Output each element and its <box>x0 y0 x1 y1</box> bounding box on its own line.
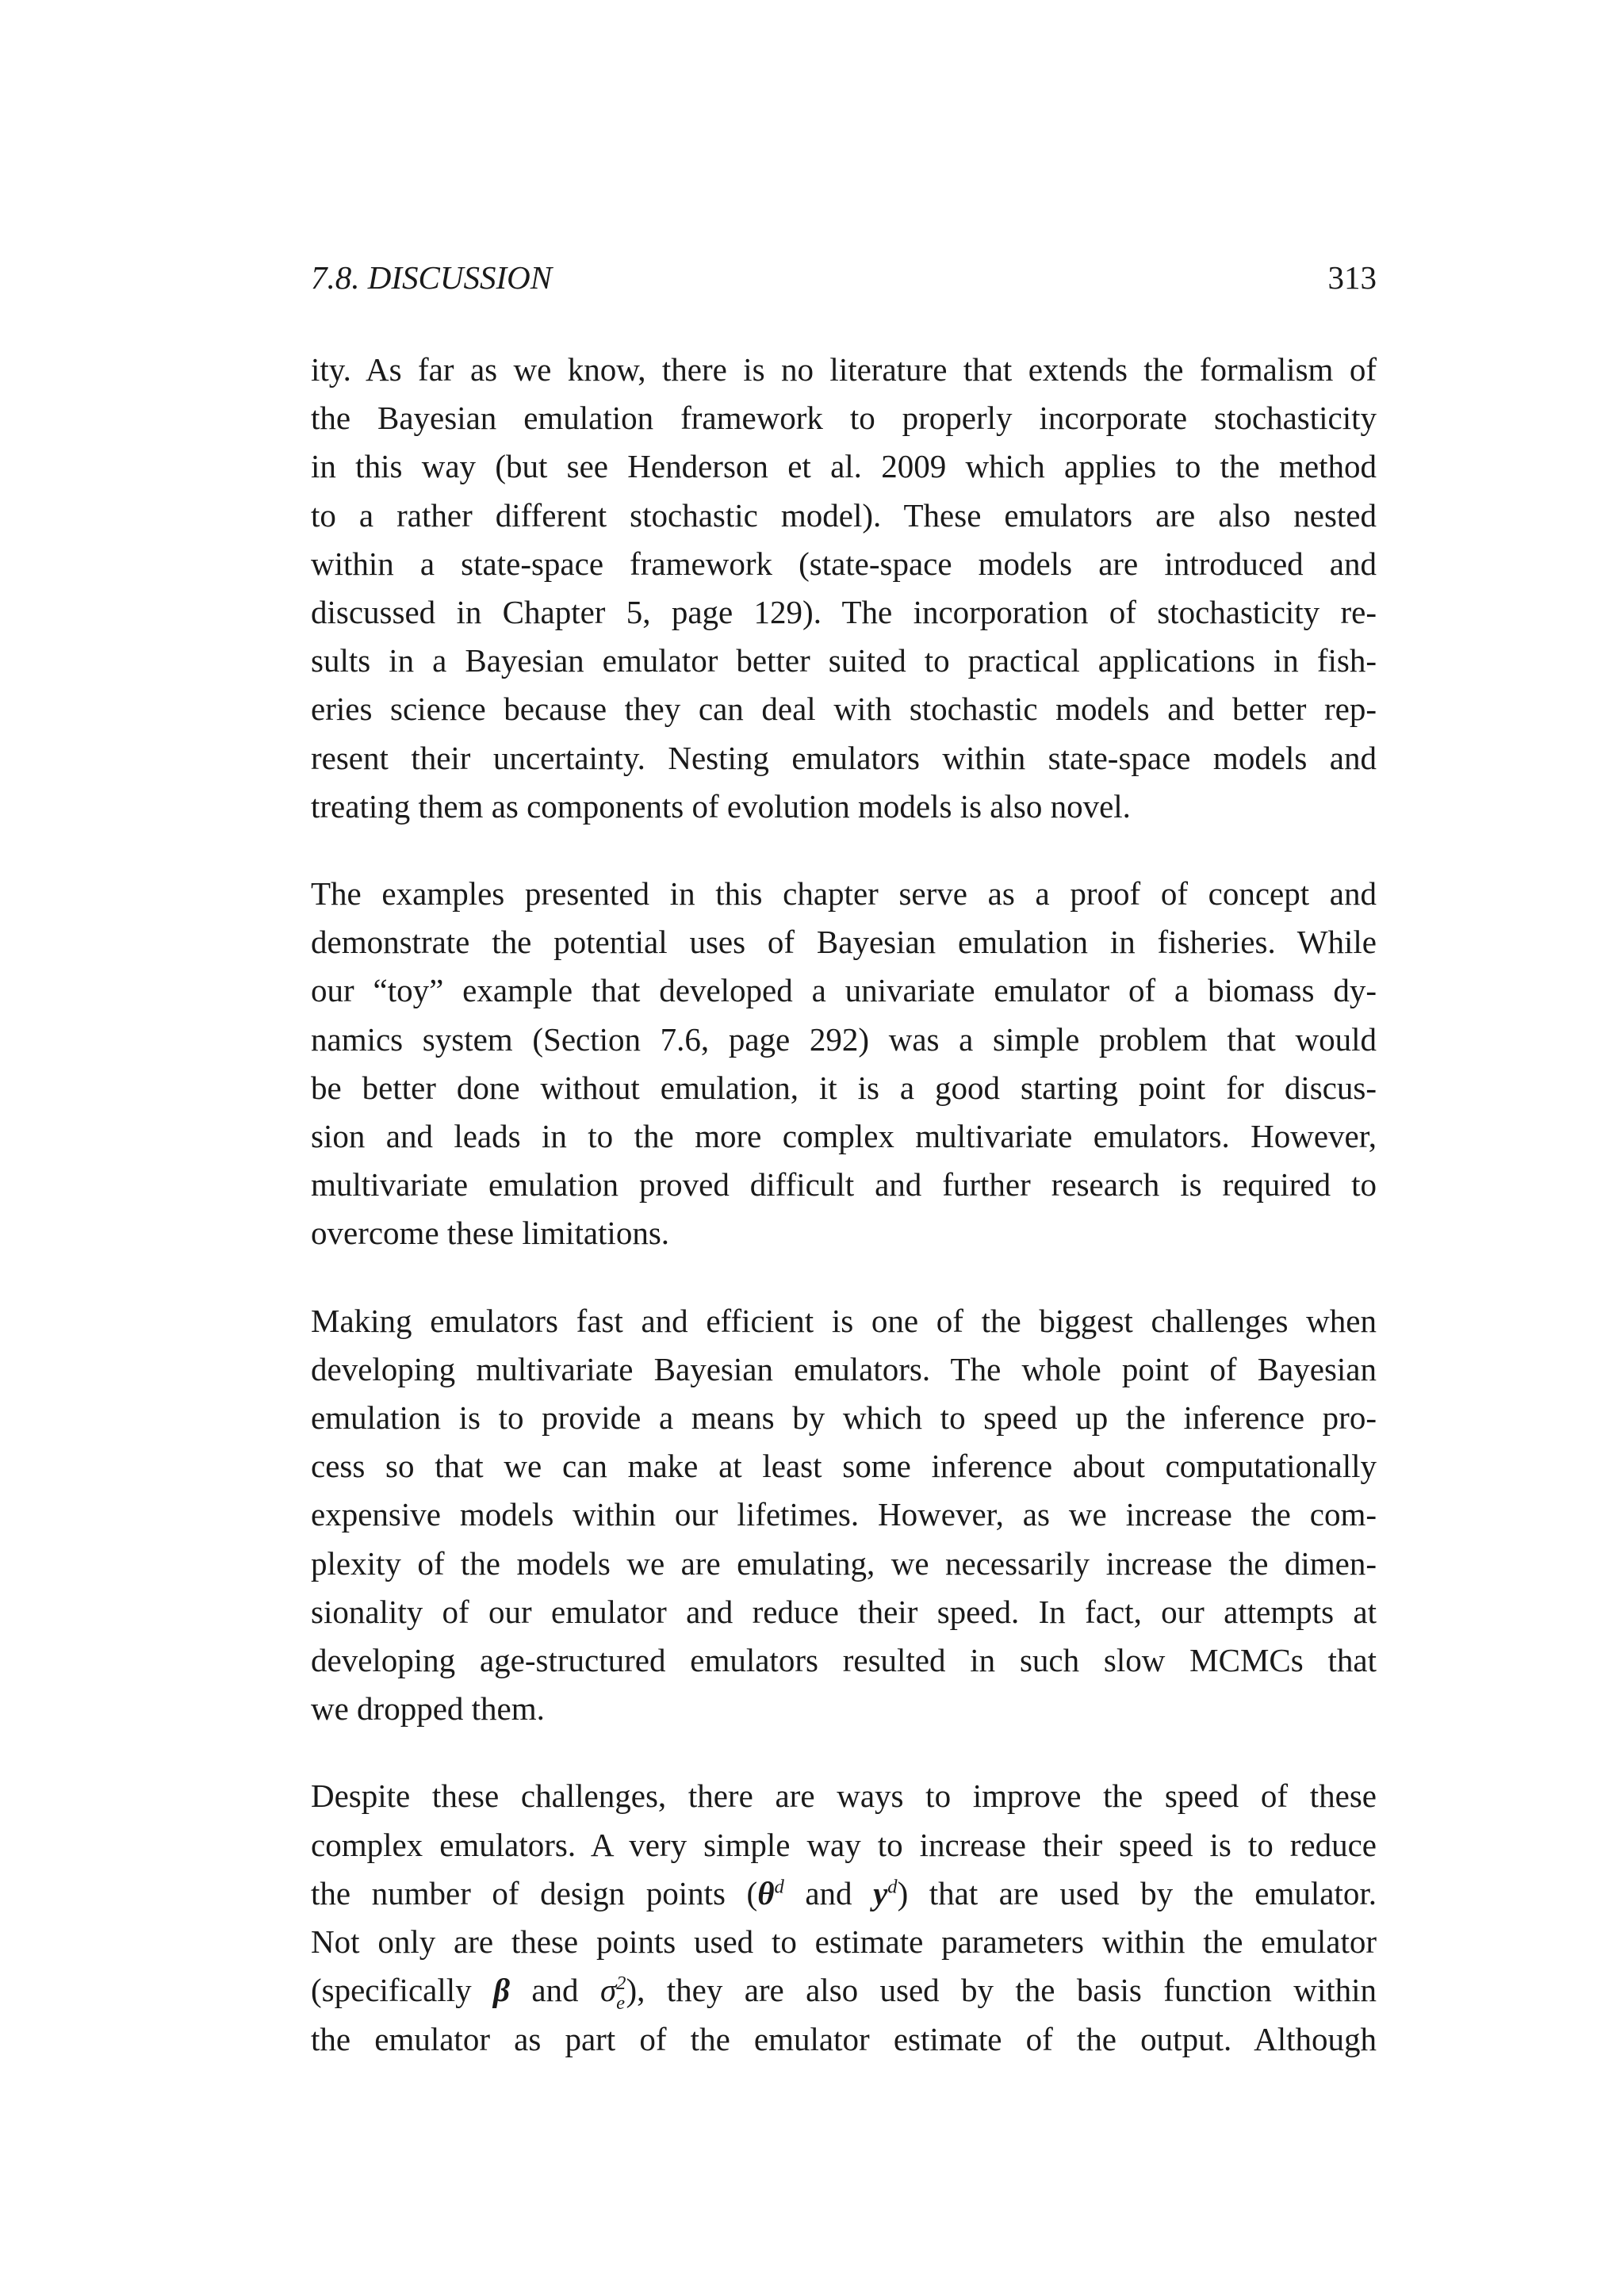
text-line: cess so that we can make at least some inference about computationally <box>311 1448 1377 1485</box>
running-header <box>311 254 1377 301</box>
text-line: developing age-structured emulators resulted in such slow MCMCs that <box>311 1642 1377 1679</box>
math-y: y <box>873 1874 888 1911</box>
math-superscript: d <box>887 1876 898 1898</box>
text-line: overcome these limitations. <box>311 1215 670 1252</box>
text-line: eries science because they can deal with stochastic models and better rep- <box>311 691 1377 728</box>
text-line: sionality of our emulator and reduce their speed. In fact, our attempts at <box>311 1593 1377 1630</box>
text-line: Not only are these points used to estimate parameters within the emulator <box>311 1923 1377 1961</box>
text-line: our “toy” example that developed a univariate emulator of a biomass dy- <box>311 972 1377 1009</box>
text-line: be better done without emulation, it is a good starting point for discus- <box>311 1069 1377 1106</box>
text-line: emulation is to provide a means by which to speed up the inference pro- <box>311 1399 1377 1437</box>
math-theta: θ <box>757 1874 775 1911</box>
page-number: 313 <box>1327 259 1377 296</box>
text-line-with-math <box>311 1966 1377 2015</box>
text-line: Despite these challenges, there are ways to improve the speed of these <box>311 1777 1377 1815</box>
math-beta: β <box>492 1972 510 2009</box>
text-line: within a state-space framework (state-space models are introduced and <box>311 545 1377 582</box>
paragraph-1 <box>311 346 1377 831</box>
text-line: in this way (but see Henderson et al. 2009 which applies to the method <box>311 448 1377 485</box>
text-line: namics system (Section 7.6, page 292) was a simple problem that would <box>311 1020 1377 1058</box>
page <box>311 254 1377 2103</box>
math-superscript: 2 <box>616 1973 626 1995</box>
text-fragment: and <box>783 1874 874 1911</box>
text-line: treating them as components of evolution models is also novel. <box>311 787 1131 825</box>
text-fragment: ) that are used by the emulator. <box>897 1874 1377 1911</box>
section-title: 7.8. DISCUSSION <box>311 259 553 296</box>
text-line: the Bayesian emulation framework to properly incorporate stochasticity <box>311 400 1377 437</box>
text-line: discussed in Chapter 5, page 129). The incorporation of stochasticity re- <box>311 594 1377 631</box>
text-line: The examples presented in this chapter serve as a proof of concept and <box>311 875 1377 913</box>
text-line: expensive models within our lifetimes. However, as we increase the com- <box>311 1496 1377 1533</box>
text-line: to a rather different stochastic model). These emulators are also nested <box>311 496 1377 534</box>
text-line: multivariate emulation proved difficult and further research is required to <box>311 1166 1377 1203</box>
math-superscript: d <box>774 1876 784 1898</box>
math-sigma: σ <box>599 1972 617 2009</box>
text-line: Making emulators fast and efficient is one of the biggest challenges when <box>311 1302 1377 1339</box>
text-line: the emulator as part of the emulator estimate of the output. Although <box>311 2020 1377 2057</box>
body-text <box>311 346 1377 2064</box>
text-line: sults in a Bayesian emulator better suited to practical applications in fish- <box>311 642 1377 679</box>
text-line: we dropped them. <box>311 1690 545 1728</box>
text-line: complex emulators. A very simple way to increase their speed is to reduce <box>311 1826 1377 1863</box>
text-line: ity. As far as we know, there is no literature that extends the formalism of <box>311 351 1377 388</box>
text-line: demonstrate the potential uses of Bayesian emulation in fisheries. While <box>311 924 1377 961</box>
text-fragment: (specifically <box>311 1972 493 2009</box>
math-subscript: e <box>616 1992 626 2014</box>
paragraph-4 <box>311 1772 1377 2063</box>
text-fragment: and <box>510 1972 600 2009</box>
text-fragment: ), they are also used by the basis function within <box>626 1972 1377 2009</box>
text-line: plexity of the models we are emulating, we necessarily increase the dimen- <box>311 1544 1377 1582</box>
paragraph-3 <box>311 1297 1377 1734</box>
text-line: resent their uncertainty. Nesting emulators within state-space models and <box>311 739 1377 776</box>
text-line-with-math <box>311 1869 1377 1918</box>
paragraph-2 <box>311 870 1377 1258</box>
text-line: developing multivariate Bayesian emulators. The whole point of Bayesian <box>311 1350 1377 1387</box>
math-scripts <box>616 1974 626 2013</box>
text-line: sion and leads in to the more complex multivariate emulators. However, <box>311 1118 1377 1155</box>
text-fragment: the number of design points ( <box>311 1874 758 1911</box>
